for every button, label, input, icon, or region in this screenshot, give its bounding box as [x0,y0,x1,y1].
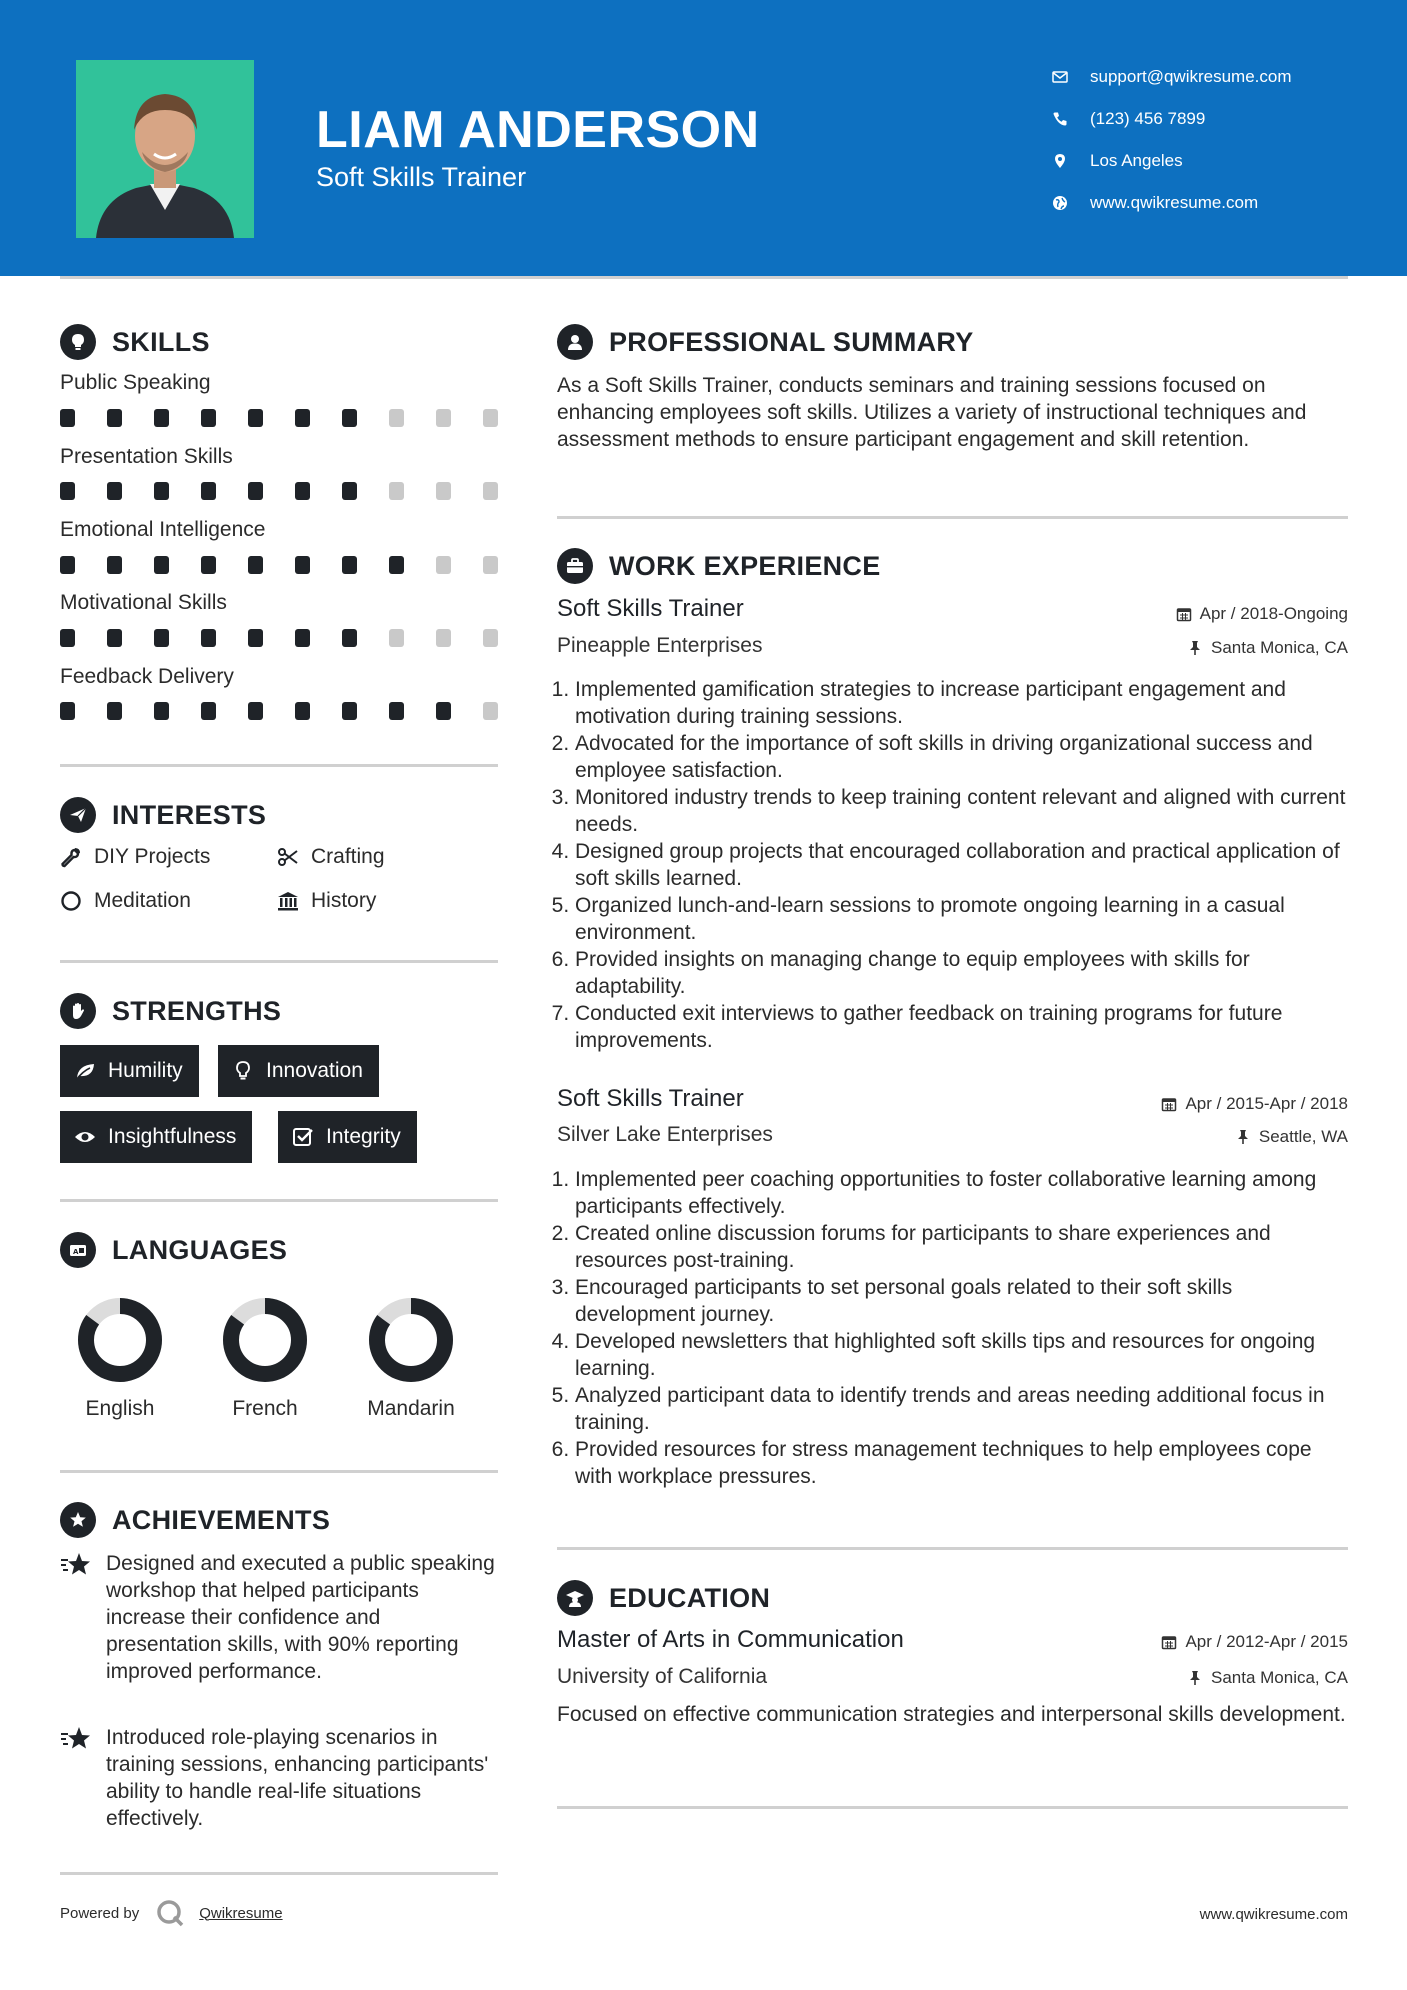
strength-chip [60,1045,199,1097]
job-duties [557,1166,1352,1490]
rating-dot-empty [436,556,451,574]
job-dates [1161,1094,1348,1114]
education-location-text: Santa Monica, CA [1210,1668,1348,1687]
job-title: Soft Skills Trainer [557,595,744,622]
strengths-title: STRENGTHS [112,995,282,1026]
interest-label: History [311,889,377,912]
rating-dot-filled [389,556,404,574]
achievements-title: ACHIEVEMENTS [112,1504,331,1535]
header-divider [60,276,1348,279]
job-title: Soft Skills Trainer [557,1085,744,1112]
candidate-name: LIAM ANDERSON [316,101,760,159]
rating-dot-filled [248,482,263,500]
duty-item: 3. Monitored industry trends to keep training content relevant and aligned with current needs. [575,784,1352,838]
strengths-heading [60,991,281,1031]
svg-text:A: A [73,1248,79,1256]
company-name: Pineapple Enterprises [557,634,763,657]
rating-dot-filled [154,409,169,427]
duty-item: 2. Created online discussion forums for participants to share experiences and resources post-training. [575,1220,1352,1274]
section-divider [60,1199,498,1202]
skill-name: Public Speaking [60,371,211,394]
rating-dot-filled [107,409,122,427]
strength-label: Integrity [326,1125,401,1148]
achievement-item [60,1550,500,1685]
job-location-text: Seattle, WA [1258,1127,1348,1146]
eye-icon [74,1126,96,1148]
duty-item: 4. Designed group projects that encouraged collaboration and practical application of soft skills learned. [575,838,1352,892]
duty-item: 2. Advocated for the importance of soft skills in driving organizational success and employee satisfaction. [575,730,1352,784]
skill-rating [60,409,500,427]
profile-photo [76,60,254,238]
strength-chip [218,1045,379,1097]
rating-dot-filled [201,556,216,574]
job-dates-text: Apr / 2018-Ongoing [1199,604,1348,623]
interest-item [277,845,385,869]
section-divider [557,1806,1348,1809]
strength-chip [278,1111,417,1163]
language-donut [220,1295,310,1385]
rating-dot-filled [295,482,310,500]
skill-rating [60,702,500,720]
job-dates [1176,604,1348,624]
star-icon [60,1552,92,1578]
job-dates-text: Apr / 2015-Apr / 2018 [1185,1094,1348,1113]
pushpin-icon [1235,1129,1251,1145]
section-divider [60,1470,498,1473]
candidate-role: Soft Skills Trainer [316,162,527,192]
duty-item: 1. Implemented gamification strategies to increase participant engagement and motivation during training sessions. [575,676,1352,730]
interest-item [60,845,210,869]
pushpin-icon [1187,640,1203,656]
rating-dot-empty [389,629,404,647]
rating-dot-filled [107,556,122,574]
duty-item: 4. Developed newsletters that highlighted soft skills tips and resources for ongoing learning. [575,1328,1352,1382]
summary-text: As a Soft Skills Trainer, conducts seminars and training sessions focused on enhancing employees soft skills. Utilizes a variety of instructional techniques and assessment methods to ensure participant engagement and skill retention. [557,374,1307,451]
section-divider [60,1872,498,1875]
calendar-icon [1176,606,1192,622]
rating-dot-filled [295,702,310,720]
rating-dot-empty [483,409,498,427]
interest-label: Meditation [94,889,191,912]
rating-dot-empty [483,629,498,647]
contact-website[interactable] [1052,182,1392,224]
rating-dot-empty [483,482,498,500]
rating-dot-filled [436,702,451,720]
language-label: English [85,1397,155,1420]
language-icon [60,1232,96,1268]
rating-dot-empty [483,556,498,574]
user-icon [557,324,593,360]
skill-rating [60,629,500,647]
section-divider [60,764,498,767]
language-item [205,1295,325,1421]
contact-location-text: Los Angeles [1090,151,1183,170]
calendar-icon [1161,1096,1177,1112]
rating-dot-filled [154,556,169,574]
education-location [1187,1668,1348,1688]
rating-dot-filled [201,409,216,427]
rating-dot-empty [389,409,404,427]
rating-dot-filled [107,702,122,720]
wrench-icon [60,846,82,868]
skill-name: Presentation Skills [60,445,233,468]
school-name: University of California [557,1665,768,1688]
education-heading [557,1578,770,1618]
rating-dot-empty [389,482,404,500]
rating-dot-filled [342,482,357,500]
language-label: French [232,1397,298,1420]
interest-item [60,889,191,913]
bank-icon [277,890,299,912]
interests-title: INTERESTS [112,799,267,830]
rating-dot-filled [248,556,263,574]
footer-powered-by [60,1898,283,1928]
qwikresume-logo-icon [155,1898,185,1928]
language-label: Mandarin [367,1397,455,1420]
achievement-text: Introduced role-playing scenarios in training sessions, enhancing participants' ability to handle real-life situations effectively. [106,1726,489,1830]
rating-dot-filled [295,409,310,427]
strength-label: Humility [108,1059,183,1082]
company-name: Silver Lake Enterprises [557,1123,773,1146]
languages-title: LANGUAGES [112,1234,288,1265]
summary-heading [557,322,974,362]
rating-dot-filled [295,629,310,647]
rating-dot-filled [295,556,310,574]
rating-dot-filled [154,702,169,720]
rating-dot-filled [201,629,216,647]
footer-website[interactable]: www.qwikresume.com [1199,1906,1348,1923]
rating-dot-filled [342,629,357,647]
lightbulb-icon [232,1060,254,1082]
language-donut [75,1295,165,1385]
briefcase-icon [557,548,593,584]
job-location [1187,638,1348,658]
duty-item: 7. Conducted exit interviews to gather feedback on training programs for future improvements. [575,1000,1352,1054]
contact-phone[interactable] [1052,98,1392,140]
graduate-icon [557,1580,593,1616]
person-portrait-icon [76,60,254,238]
pushpin-icon [1187,1670,1203,1686]
rating-dot-filled [60,629,75,647]
star-icon [60,1726,92,1752]
duty-item: 5. Organized lunch-and-learn sessions to promote ongoing learning in a casual environment. [575,892,1352,946]
map-marker-icon [1052,153,1090,169]
rating-dot-filled [60,702,75,720]
rating-dot-empty [436,409,451,427]
duty-item: 1. Implemented peer coaching opportunities to foster collaborative learning among participants effectively. [575,1166,1352,1220]
rating-dot-filled [248,409,263,427]
language-donut [366,1295,456,1385]
achievements-heading [60,1500,330,1540]
experience-title: WORK EXPERIENCE [609,550,881,581]
rating-dot-filled [248,629,263,647]
interest-item [277,889,376,913]
circle-icon [60,890,82,912]
education-title: EDUCATION [609,1582,771,1613]
scissors-icon [277,846,299,868]
achievement-item [60,1724,500,1832]
duty-item: 6. Provided insights on managing change to equip employees with skills for adaptability. [575,946,1352,1000]
contact-email[interactable] [1052,56,1392,98]
rating-dot-empty [436,482,451,500]
star-badge-icon [60,1502,96,1538]
strength-label: Innovation [266,1059,363,1082]
check-square-icon [292,1126,314,1148]
achievement-text: Designed and executed a public speaking workshop that helped participants increase their confidence and presentation skills, with 90% reporting improved performance. [106,1552,495,1683]
job-location-text: Santa Monica, CA [1210,638,1348,657]
skill-name: Motivational Skills [60,591,227,614]
skill-name: Feedback Delivery [60,665,234,688]
experience-heading [557,546,881,586]
section-divider [557,516,1348,519]
contact-email-text: support@qwikresume.com [1090,67,1292,86]
job-location [1235,1127,1348,1147]
duty-item: 3. Encouraged participants to set personal goals related to their soft skills development journey. [575,1274,1352,1328]
rating-dot-filled [60,556,75,574]
lightbulb-icon [60,324,96,360]
contact-location [1052,140,1392,182]
skills-title: SKILLS [112,326,210,357]
hand-icon [60,993,96,1029]
rating-dot-filled [201,702,216,720]
rating-dot-filled [201,482,216,500]
contact-list [1052,56,1392,224]
rating-dot-filled [248,702,263,720]
leaf-icon [74,1060,96,1082]
contact-phone-text: (123) 456 7899 [1090,109,1206,128]
calendar-icon [1161,1634,1177,1650]
language-item [60,1295,180,1421]
skill-name: Emotional Intelligence [60,518,266,541]
rating-dot-filled [342,556,357,574]
strength-label: Insightfulness [108,1125,237,1148]
rating-dot-filled [342,702,357,720]
interest-label: DIY Projects [94,845,211,868]
globe-icon [1052,195,1090,211]
education-dates-text: Apr / 2012-Apr / 2015 [1185,1632,1348,1651]
rating-dot-filled [60,482,75,500]
powered-by-text: Powered by [60,1904,140,1922]
footer-brand-link[interactable]: Qwikresume [199,1904,283,1922]
interests-heading [60,795,266,835]
rating-dot-filled [107,482,122,500]
job-duties [557,676,1352,1054]
section-divider [60,960,498,963]
rating-dot-filled [60,409,75,427]
envelope-icon [1052,69,1090,85]
header-banner [0,0,1407,276]
skill-rating [60,556,500,574]
duty-item: 6. Provided resources for stress management techniques to help employees cope with workplace pressures. [575,1436,1352,1490]
skill-rating [60,482,500,500]
degree-title: Master of Arts in Communication [557,1626,904,1653]
interest-label: Crafting [311,845,385,868]
rating-dot-empty [436,629,451,647]
language-item [351,1295,471,1421]
rating-dot-empty [483,702,498,720]
languages-heading [60,1230,287,1270]
rating-dot-filled [154,629,169,647]
education-dates [1161,1632,1348,1652]
contact-website-text: www.qwikresume.com [1090,193,1259,212]
section-divider [557,1547,1348,1550]
strength-chip [60,1111,252,1163]
duty-item: 5. Analyzed participant data to identify trends and areas needing additional focus in training. [575,1382,1352,1436]
rating-dot-filled [107,629,122,647]
rating-dot-filled [342,409,357,427]
rating-dot-filled [154,482,169,500]
skills-heading [60,322,210,362]
summary-title: PROFESSIONAL SUMMARY [609,326,974,357]
education-description: Focused on effective communication strategies and interpersonal skills development. [557,1703,1346,1726]
rating-dot-filled [389,702,404,720]
phone-icon [1052,111,1090,127]
paper-plane-icon [60,797,96,833]
